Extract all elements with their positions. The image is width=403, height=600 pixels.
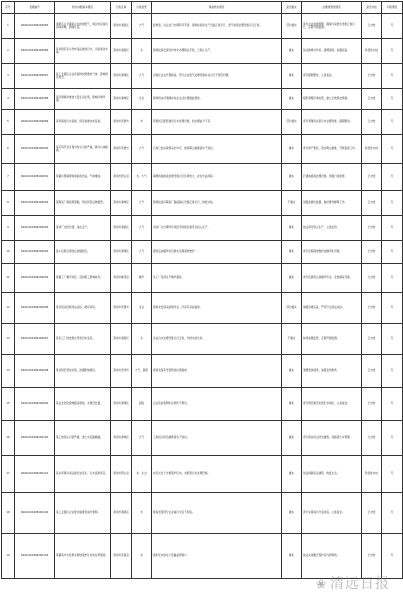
cell-area: 清远市阳山县 <box>111 164 132 191</box>
cell-no: 16 <box>2 421 15 456</box>
cell-no: 3 <box>2 64 15 89</box>
cell-issue: 某企业危险废物随意堆放，未规范处置。 <box>55 388 111 421</box>
cell-done: 已办结 <box>362 110 382 135</box>
cell-true: 属实 <box>282 39 302 64</box>
table-header-row <box>2 2 403 14</box>
cell-account: 无 <box>382 164 403 191</box>
cell-issue: 某水库周边违法建设农家乐，污水直排库区。 <box>55 456 111 493</box>
cell-account: 无 <box>382 456 403 493</box>
cell-issue: 某砖厂未批先建，违法生产。 <box>55 216 111 241</box>
table-row <box>2 191 403 216</box>
cell-type: 大气 <box>132 135 152 164</box>
cell-finding: 养殖场已配套建设污水处理设施，但处理能力不足。 <box>152 110 282 135</box>
cell-finding: 石场已依法取得采矿许可，现场降尘措施落实不到位。 <box>152 135 282 164</box>
cell-finding: 企业危险废物贮存场所不规范。 <box>152 388 282 421</box>
cell-finding: 填埋场渗滤液处理设施运行负荷较大，存在外溢风险。 <box>152 164 282 191</box>
cell-no: 15 <box>2 388 15 421</box>
table-row <box>2 534 403 579</box>
cell-type: 水 <box>132 110 152 135</box>
cell-area: 清远市英德市 <box>111 110 132 135</box>
cell-no: 6 <box>2 135 15 164</box>
table-body <box>2 14 403 579</box>
cell-account: 无 <box>382 191 403 216</box>
cell-done: 已办结 <box>362 264 382 293</box>
cell-type: 大气 <box>132 421 152 456</box>
header-finding: 调查核实情况 <box>152 2 282 14</box>
cell-done: 已办结 <box>362 89 382 110</box>
cell-no: 5 <box>2 110 15 135</box>
cell-account: 无 <box>382 216 403 241</box>
cell-finding: 该工厂夜间生产噪声超标。 <box>152 264 282 293</box>
cell-action: 依法关闭搬迁保护区内养殖场。 <box>302 534 362 579</box>
cell-type: 大气 <box>132 191 152 216</box>
cell-done: 已办结 <box>362 191 382 216</box>
cell-action: 责令定期清洗维护油烟净化设施。 <box>302 241 362 264</box>
cell-type: 固废 <box>132 388 152 421</box>
cell-account: 无 <box>382 241 403 264</box>
cell-no: 10 <box>2 241 15 264</box>
cell-no: 14 <box>2 355 15 388</box>
cell-action: 组织清理河道垃圾，建立长效保洁机制。 <box>302 89 362 110</box>
cell-area: 清远市英德市 <box>111 135 132 164</box>
cell-no: 19 <box>2 534 15 579</box>
table-row <box>2 135 403 164</box>
cell-finding: 现场核实河道两岸存在生活垃圾堆放现象。 <box>152 89 282 110</box>
cell-finding: 现场发现有零星焚烧垃圾痕迹。 <box>152 355 282 388</box>
cell-action: 加强河道巡查，严厉打击非法采砂。 <box>302 293 362 324</box>
cell-done: 阶段性办结 <box>362 135 382 164</box>
complaint-table <box>1 1 403 579</box>
cell-done: 已办结 <box>362 64 382 89</box>
cell-true: 属实 <box>282 388 302 421</box>
cell-action: 责令规范建设危废贮存场所，立案查处。 <box>302 388 362 421</box>
cell-finding: 现场检查该陶瓷厂脱硫除尘设施正常运行，排放达标。 <box>152 191 282 216</box>
cell-action: 依法拆除违法建筑，恢复生态。 <box>302 456 362 493</box>
cell-issue: 某化工厂排放废水导致河水变色。 <box>55 324 111 355</box>
cell-type: 生态 <box>132 89 152 110</box>
cell-true: 属实 <box>282 216 302 241</box>
cell-true: 属实 <box>282 89 302 110</box>
cell-finding: 企业污水处理设施运行正常，外排水质达标。 <box>152 324 282 355</box>
cell-action: 依法取缔该作坊，清理现场，加强巡查。 <box>302 39 362 64</box>
table-row <box>2 493 403 534</box>
cell-done: 已办结 <box>362 355 382 388</box>
cell-id: D2GD201908160091 <box>15 164 55 191</box>
cell-no: 12 <box>2 293 15 324</box>
cell-id: D2GD201908160096 <box>15 293 55 324</box>
cell-type: 水 <box>132 493 152 534</box>
cell-no: 11 <box>2 264 15 293</box>
cell-area: 清远市清城区 <box>111 64 132 89</box>
cell-action: 责令落实扬尘防治措施，加强渣土车管理。 <box>302 421 362 456</box>
cell-true: 部分属实 <box>282 14 302 39</box>
cell-id: D2GD201908160102 <box>15 493 55 534</box>
cell-area: 清远市佛冈县 <box>111 264 132 293</box>
cell-area: 清远市清城区 <box>111 89 132 110</box>
cell-true: 属实 <box>282 456 302 493</box>
cell-id: D2GD201908160093 <box>15 216 55 241</box>
cell-id: D2GD201908160101 <box>15 456 55 493</box>
cell-action: 持续加强监管，定期开展监测。 <box>302 324 362 355</box>
table-row <box>2 293 403 324</box>
cell-id: D2GD201908160089 <box>15 110 55 135</box>
cell-area: 清远市清城区 <box>111 241 132 264</box>
cell-no: 8 <box>2 191 15 216</box>
cell-id: D2GD201908160095 <box>15 264 55 293</box>
cell-id: D2GD201908160092 <box>15 191 55 216</box>
cell-account: 无 <box>382 324 403 355</box>
cell-true: 属实 <box>282 355 302 388</box>
cell-done: 已办结 <box>362 534 382 579</box>
cell-area: 清远市清城区 <box>111 191 132 216</box>
cell-type: 大气 <box>132 14 152 39</box>
cell-area: 清远市阳山县 <box>111 456 132 493</box>
cell-done: 已办结 <box>362 293 382 324</box>
cell-finding: 现场检查发现该作坊未办理相关手续，已停止生产。 <box>152 39 282 64</box>
table-row <box>2 355 403 388</box>
cell-true: 属实 <box>282 241 302 264</box>
header-id: 受理编号 <box>15 2 55 14</box>
cell-id: D2GD201908160090 <box>15 135 55 164</box>
cell-issue: 某工地扬尘污染严重，渣土车沿路撒漏。 <box>55 421 111 456</box>
table-row <box>2 324 403 355</box>
cell-done: 阶段性办结 <box>362 39 382 64</box>
cell-account: 无 <box>382 14 403 39</box>
cell-type: 水 <box>132 39 152 64</box>
cell-account: 无 <box>382 293 403 324</box>
cell-done: 已办结 <box>362 388 382 421</box>
cell-id: D2GD201908160085 <box>15 14 55 39</box>
cell-true: 属实 <box>282 135 302 164</box>
header-area: 行政区域 <box>111 2 132 14</box>
cell-true: 属实 <box>282 493 302 534</box>
cell-true: 不属实 <box>282 191 302 216</box>
cell-no: 2 <box>2 39 15 64</box>
cell-id: D2GD201908160086 <box>15 39 55 64</box>
cell-account: 无 <box>382 355 403 388</box>
cell-no: 9 <box>2 216 15 241</box>
cell-action: 清理焚烧现场，加强宣传教育。 <box>302 355 362 388</box>
cell-action: 责令停产整改，落实降尘措施，开展复绿工作。 <box>302 135 362 164</box>
cell-account: 无 <box>382 39 403 64</box>
cell-issue: 某镇集中式饮用水源地保护区内存在养殖场。 <box>55 534 111 579</box>
cell-finding: 工地扬尘防治措施落实不到位。 <box>152 421 282 456</box>
cell-true: 不属实 <box>282 324 302 355</box>
table-row <box>2 64 403 89</box>
cell-done: 已办结 <box>362 421 382 456</box>
table-row <box>2 110 403 135</box>
cell-account: 无 <box>382 64 403 89</box>
cell-issue: 某镇垃圾填埋场渗滤液外溢，气味难闻。 <box>55 164 111 191</box>
cell-true: 属实 <box>282 164 302 191</box>
cell-id: D2GD201908160100 <box>15 421 55 456</box>
document-sheet <box>1 1 402 599</box>
cell-no: 13 <box>2 324 15 355</box>
newspaper-watermark <box>316 573 390 593</box>
cell-id: D2GD201908160097 <box>15 324 55 355</box>
table-row <box>2 39 403 64</box>
cell-type: 大气、固废 <box>132 355 152 388</box>
cell-account: 无 <box>382 89 403 110</box>
cell-no: 18 <box>2 493 15 534</box>
cell-finding: 对园区企业开展排查，部分企业废气处理设施存在运行不规范问题。 <box>152 64 282 89</box>
table-row <box>2 388 403 421</box>
cell-true: 属实 <box>282 64 302 89</box>
cell-area: 清远市连州市 <box>111 355 132 388</box>
cell-type: 大气 <box>132 241 152 264</box>
cell-true: 属实 <box>282 534 302 579</box>
cell-type: 水 <box>132 534 152 579</box>
cell-issue: 某村附近焚烧垃圾，浓烟影响居民。 <box>55 355 111 388</box>
cell-area: 清远市清新区 <box>111 493 132 534</box>
cell-action: 责令夜间停止高噪声作业，安装隔音设施。 <box>302 264 362 293</box>
cell-issue: 清新区太平镇某企业排放废气，周边村民投诉异味问题，影响生活。 <box>55 14 111 39</box>
cell-action: 扩建渗滤液处理设施，加强日常监管。 <box>302 164 362 191</box>
cell-issue: 某河道两岸堆放大量生活垃圾，影响河道环境。 <box>55 89 111 110</box>
cell-issue: 某小区附近餐饮店油烟扰民。 <box>55 241 111 264</box>
cell-action: 责令企业加强管理，确保污染防治设施正常运行，定期开展监测。 <box>302 14 362 39</box>
cell-action: 责令完善雨污分流改造，立案查处。 <box>302 493 362 534</box>
header-issue: 转办问题基本情况 <box>55 2 111 14</box>
cell-type: 大气 <box>132 64 152 89</box>
cell-issue: 某镇工厂噪声扰民，夜间施工影响休息。 <box>55 264 111 293</box>
header-type: 污染类型 <box>132 2 152 14</box>
cell-id: D2GD201908160098 <box>15 355 55 388</box>
cell-action: 责令养殖场完善污水处理设施，限期整改。 <box>302 110 362 135</box>
cell-done: 已办结 <box>362 493 382 534</box>
cell-finding: 经核查，该企业已办理环评手续，现场检查时生产设备正常运行，废气收集处理设施运行正常。 <box>152 14 282 39</box>
table-row <box>2 216 403 241</box>
cell-account: 无 <box>382 135 403 164</box>
cell-area: 清远市英德市 <box>111 293 132 324</box>
cell-area: 清远市清城区 <box>111 421 132 456</box>
flower-logo-icon: ❀ <box>315 577 327 591</box>
table-row <box>2 421 403 456</box>
header-action: 处理和整改情况 <box>302 2 362 14</box>
cell-finding: 保护区内存在少量畜禽养殖户。 <box>152 534 282 579</box>
table-row <box>2 241 403 264</box>
cell-done: 已办结 <box>362 216 382 241</box>
cell-area: 清远市连南县 <box>111 534 132 579</box>
cell-type: 噪声 <box>132 264 152 293</box>
header-account: 问责情况 <box>382 2 403 14</box>
table-row <box>2 89 403 110</box>
cell-id: D2GD201908160099 <box>15 388 55 421</box>
cell-finding: 农家乐位于水源保护区内，未配套污水处理设施。 <box>152 456 282 493</box>
cell-finding: 排查发现部分企业雨污分流不彻底。 <box>152 493 282 534</box>
cell-area: 清远市清新区 <box>111 324 132 355</box>
cell-true: 属实 <box>282 264 302 293</box>
cell-issue: 某石场开采过程中粉尘污染严重，破坏山体植被。 <box>55 135 111 164</box>
cell-no: 7 <box>2 164 15 191</box>
cell-issue: 某村附近有小作坊违法排放污水，污染周边水体。 <box>55 39 111 64</box>
cell-issue: 某工业园区企业废水偷排至雨水管网。 <box>55 493 111 534</box>
cell-issue: 某工业园区企业夜间排放刺激性气体，影响居民休息。 <box>55 64 111 89</box>
cell-type: 生态 <box>132 293 152 324</box>
cell-no: 4 <box>2 89 15 110</box>
header-true: 是否属实 <box>282 2 302 14</box>
cell-true: 部分属实 <box>282 293 302 324</box>
cell-account: 无 <box>382 110 403 135</box>
cell-no: 1 <box>2 14 15 39</box>
cell-area: 清远市清新区 <box>111 39 132 64</box>
cell-type: 水 <box>132 324 152 355</box>
cell-area: 清远市清新区 <box>111 14 132 39</box>
cell-area: 清远市清城区 <box>111 388 132 421</box>
cell-account: 无 <box>382 493 403 534</box>
cell-action: 依法责令停止生产，立案处罚。 <box>302 216 362 241</box>
table-row <box>2 14 403 39</box>
watermark-text: 清远日报 <box>330 576 390 592</box>
cell-action: 责令限期整改，立案查处。 <box>302 64 362 89</box>
cell-done: 已办结 <box>362 164 382 191</box>
cell-done: 已办结 <box>362 241 382 264</box>
cell-finding: 该砖厂未办理环评审批手续擅自建设并投入生产。 <box>152 216 282 241</box>
cell-account: 无 <box>382 421 403 456</box>
cell-type: 大气 <box>132 216 152 241</box>
cell-id: D2GD201908160103 <box>15 534 55 579</box>
header-done: 是否办结 <box>362 2 382 14</box>
cell-finding: 餐饮店油烟净化设施未定期清洗维护。 <box>152 241 282 264</box>
cell-account: 无 <box>382 264 403 293</box>
cell-account: 无 <box>382 388 403 421</box>
header-no: 序号 <box>2 2 15 14</box>
table-row <box>2 456 403 493</box>
table-row <box>2 164 403 191</box>
cell-done: 阶段性办结 <box>362 456 382 493</box>
cell-true: 属实 <box>282 421 302 456</box>
cell-finding: 现场未发现采砂船作业，河床有采砂痕迹。 <box>152 293 282 324</box>
cell-issue: 某河段采砂船非法采砂，破坏河床。 <box>55 293 111 324</box>
cell-account: 无 <box>382 534 403 579</box>
cell-done: 已办结 <box>362 324 382 355</box>
cell-type: 水、生态 <box>132 456 152 493</box>
table-row <box>2 264 403 293</box>
cell-id: D2GD201908160088 <box>15 89 55 110</box>
cell-type: 水、大气 <box>132 164 152 191</box>
cell-id: D2GD201908160094 <box>15 241 55 264</box>
cell-issue: 某陶瓷厂烟囱冒黑烟，周边居民反映强烈。 <box>55 191 111 216</box>
cell-true: 部分属实 <box>282 110 302 135</box>
cell-no: 17 <box>2 456 15 493</box>
cell-action: 加强监督性监测，做好群众解释工作。 <box>302 191 362 216</box>
cell-issue: 某养殖场污水直排，附近鱼塘水质变差。 <box>55 110 111 135</box>
cell-id: D2GD201908160087 <box>15 64 55 89</box>
cell-area: 清远市清新区 <box>111 216 132 241</box>
cell-done: 已办结 <box>362 14 382 39</box>
